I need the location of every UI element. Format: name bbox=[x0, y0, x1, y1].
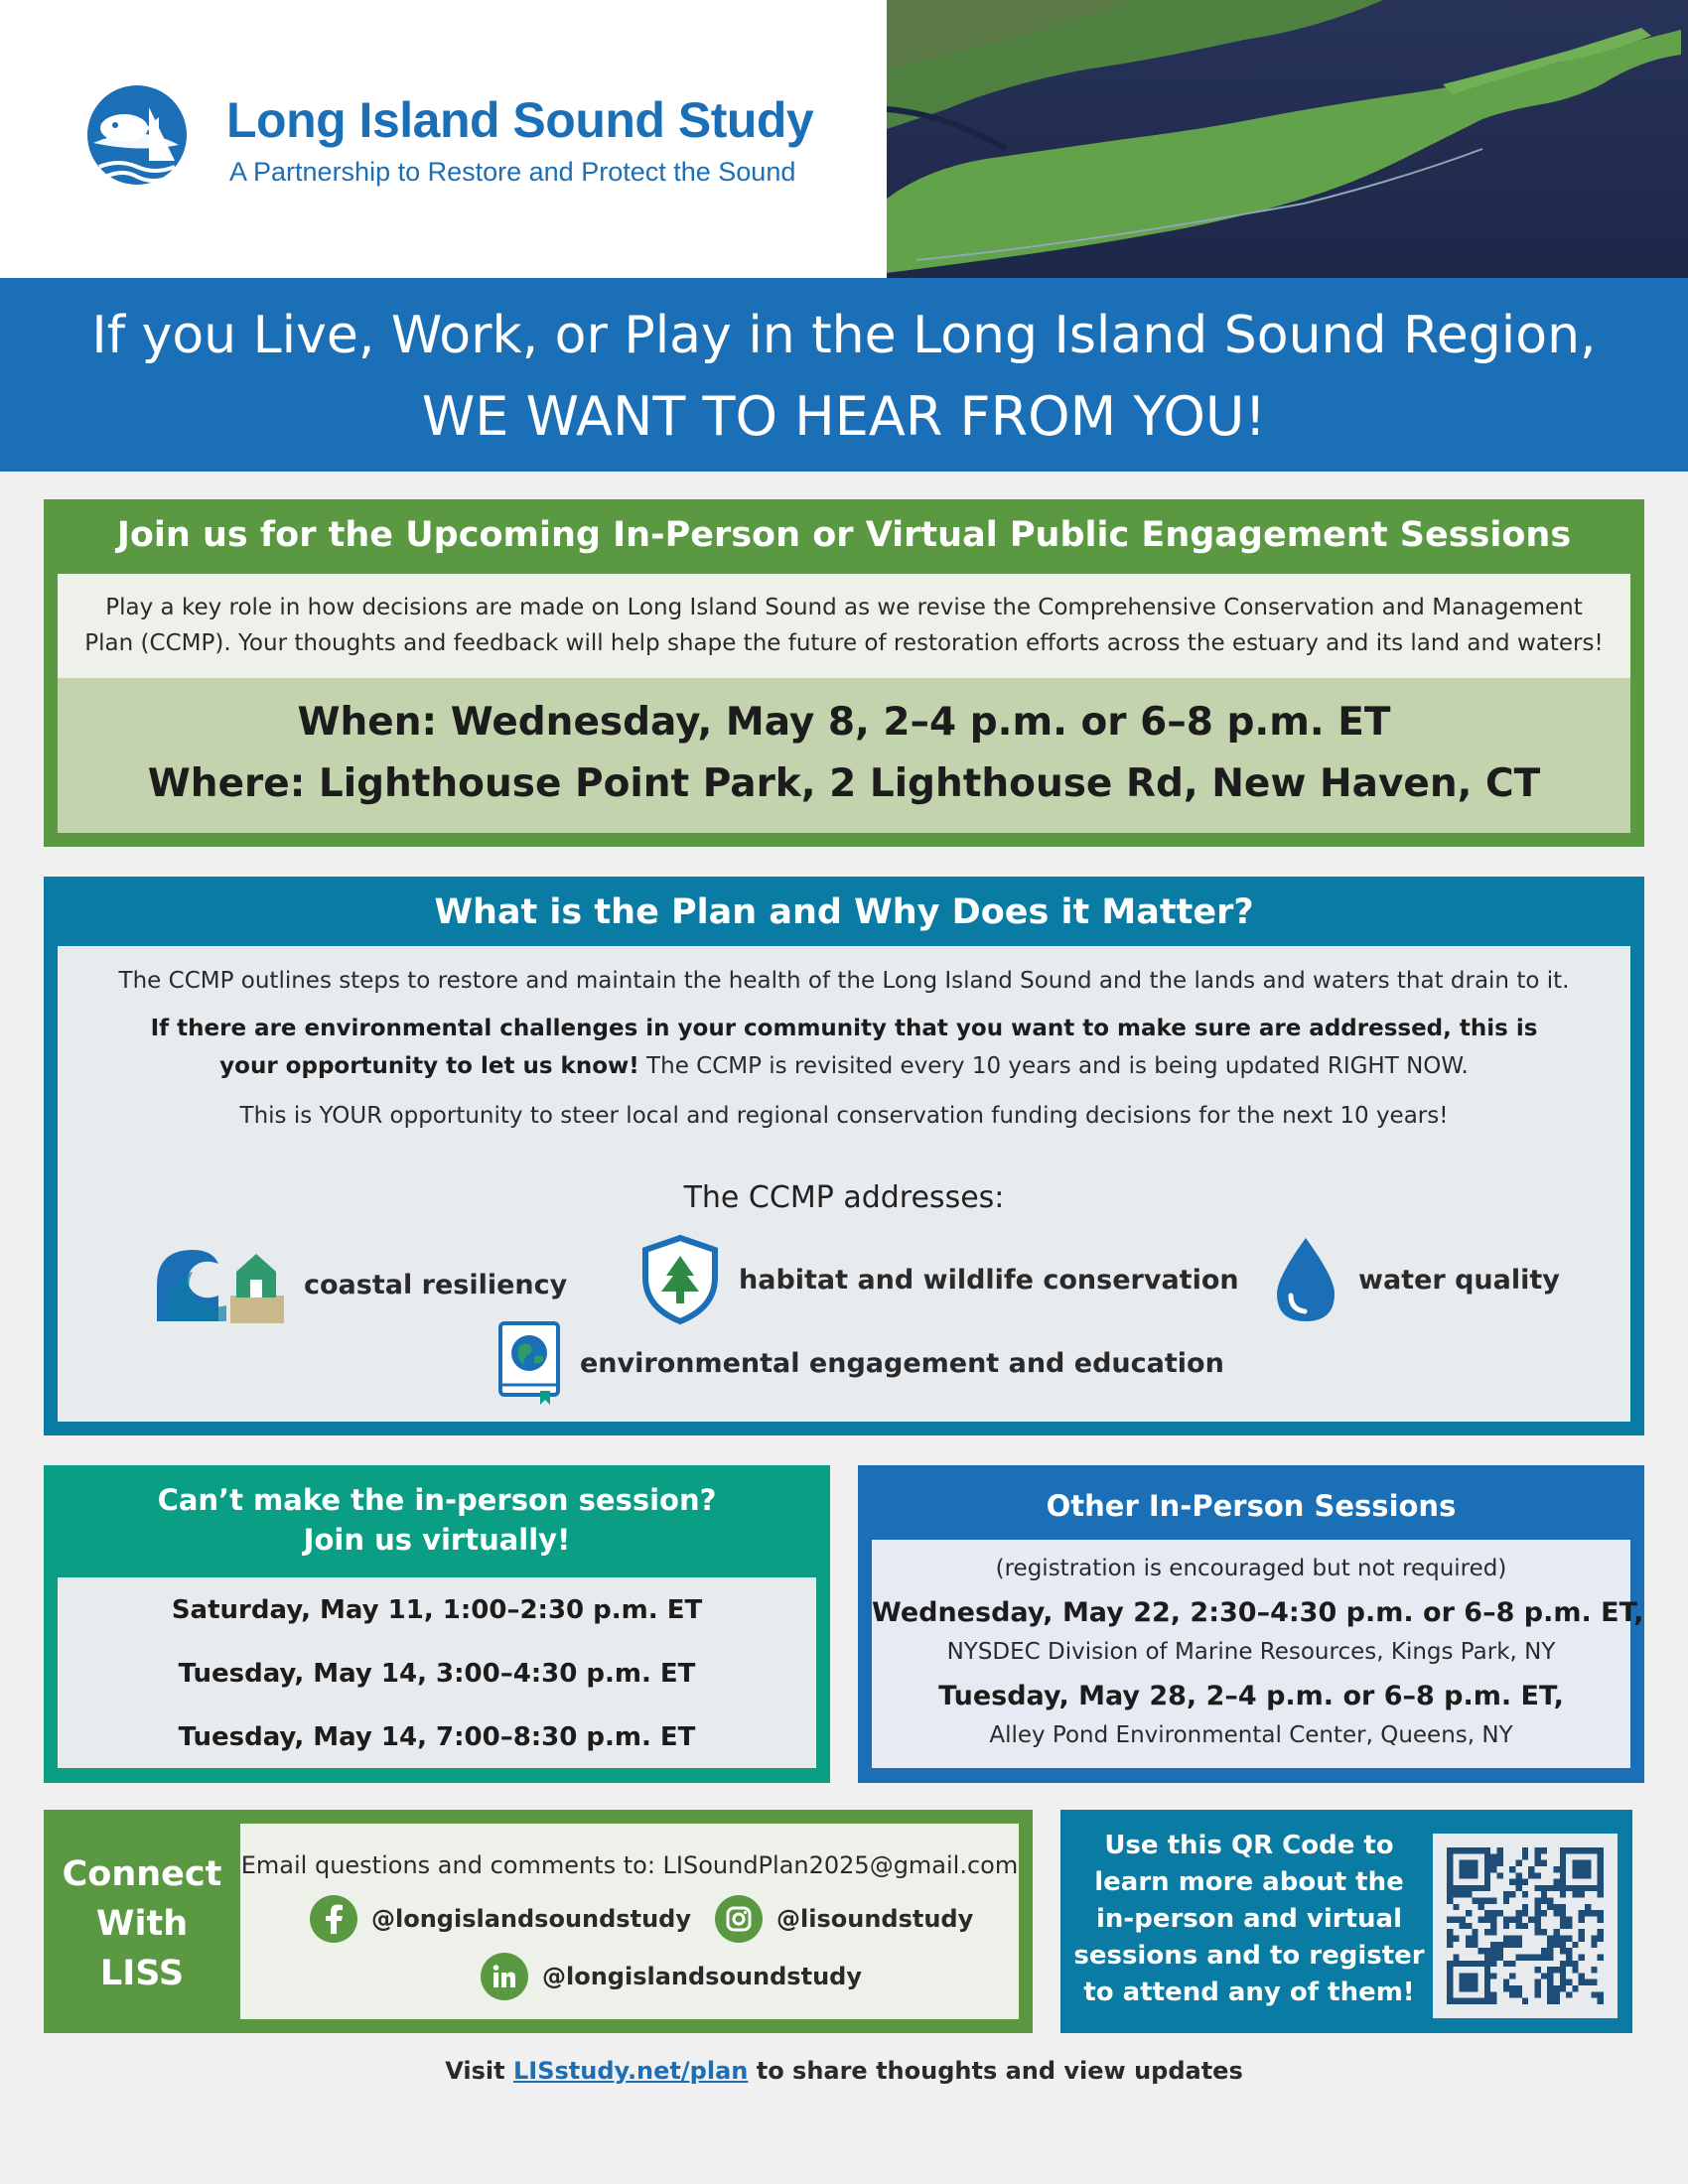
instagram-handle: @lisoundstudy bbox=[776, 1905, 974, 1933]
engagement-sessions-panel bbox=[44, 499, 1644, 847]
connect-panel bbox=[44, 1810, 1033, 2033]
feature-engagement-education bbox=[494, 1319, 1224, 1407]
qr-code-image bbox=[1447, 1847, 1604, 2004]
plan-callout-2: your opportunity to let us know! bbox=[219, 1053, 639, 1079]
engagement-intro-line-1: Play a key role in how decisions are made on Long Island Sound as we revise the Comprehensive Conservation and Management bbox=[105, 595, 1583, 620]
connect-line-2: With bbox=[95, 1904, 189, 1944]
where-text: Where: Lighthouse Point Park, 2 Lighthouse Rd, New Haven, CT bbox=[147, 761, 1541, 806]
virtual-sessions-panel bbox=[44, 1465, 830, 1783]
feature-habitat-wildlife bbox=[639, 1234, 1239, 1325]
qr-line-1: Use this QR Code to bbox=[1104, 1831, 1394, 1860]
globe-book-icon bbox=[494, 1319, 564, 1407]
linkedin-link[interactable] bbox=[481, 1953, 862, 2000]
plan-title: What is the Plan and Why Does it Matter? bbox=[434, 892, 1254, 932]
connect-line-3: LISS bbox=[99, 1954, 185, 1993]
footer-suffix: to share thoughts and view updates bbox=[748, 2057, 1243, 2085]
feature-water-quality bbox=[1273, 1234, 1560, 1325]
footer bbox=[0, 2057, 1688, 2085]
brand-subtitle: A Partnership to Restore and Protect the Sound bbox=[229, 157, 796, 187]
plan-content bbox=[58, 946, 1630, 1422]
qr-line-5: to attend any of them! bbox=[1083, 1978, 1415, 2007]
plan-paragraph-2-line-2 bbox=[58, 1053, 1630, 1079]
feature-label-engagement-education: environmental engagement and education bbox=[580, 1347, 1224, 1379]
session-1-place: NYSDEC Division of Marine Resources, Kings Park, NY bbox=[946, 1639, 1556, 1665]
plan-website-link[interactable]: LISstudy.net/plan bbox=[512, 2057, 749, 2085]
plan-panel bbox=[44, 877, 1644, 1435]
qr-code[interactable] bbox=[1433, 1834, 1618, 2018]
virtual-session-1: Saturday, May 11, 1:00–2:30 p.m. ET bbox=[171, 1595, 703, 1625]
wave-house-icon bbox=[153, 1242, 288, 1327]
plan-callout-1: If there are environmental challenges in your community that you want to make sure are addressed, this is bbox=[150, 1016, 1538, 1041]
virtual-title-line-1: Can’t make the in-person session? bbox=[157, 1483, 717, 1517]
feature-label-habitat-wildlife: habitat and wildlife conservation bbox=[739, 1264, 1239, 1296]
linkedin-icon bbox=[481, 1953, 528, 2000]
session-2-place: Alley Pond Environmental Center, Queens, NY bbox=[989, 1722, 1513, 1748]
banner-line-1: If you Live, Work, or Play in the Long Island Sound Region, bbox=[91, 306, 1597, 365]
other-sessions-title: Other In-Person Sessions bbox=[1046, 1489, 1457, 1523]
other-sessions-list bbox=[872, 1540, 1644, 1768]
engagement-intro-line-2: Plan (CCMP). Your thoughts and feedback will help shape the future of restoration efforts across the estuary and its land and waters! bbox=[84, 630, 1604, 656]
plan-paragraph-2-line-1 bbox=[58, 1016, 1630, 1041]
addresses-title: The CCMP addresses: bbox=[683, 1180, 1005, 1215]
feature-coastal-resiliency bbox=[153, 1242, 567, 1327]
engagement-title: Join us for the Upcoming In-Person or Virtual Public Engagement Sessions bbox=[116, 515, 1572, 555]
plan-paragraph-1: The CCMP outlines steps to restore and maintain the health of the Long Island Sound and the lands and waters that drain to it. bbox=[118, 968, 1570, 994]
when-where-block bbox=[58, 678, 1630, 833]
facebook-link[interactable] bbox=[310, 1895, 691, 1943]
linkedin-handle: @longislandsoundstudy bbox=[542, 1963, 862, 1990]
qr-instructions bbox=[1070, 1828, 1428, 2011]
instagram-link[interactable] bbox=[715, 1895, 973, 1943]
registration-note: (registration is encouraged but not required) bbox=[995, 1556, 1507, 1581]
instagram-icon bbox=[715, 1895, 763, 1943]
session-2-time: Tuesday, May 28, 2–4 p.m. or 6–8 p.m. ET, bbox=[938, 1681, 1564, 1711]
banner-line-2: WE WANT TO HEAR FROM YOU! bbox=[421, 385, 1267, 448]
hero-banner bbox=[0, 278, 1688, 472]
tree-shield-icon bbox=[639, 1234, 721, 1325]
header bbox=[0, 0, 1688, 278]
plan-paragraph-3: This is YOUR opportunity to steer local and regional conservation funding decisions for the next 10 years! bbox=[239, 1103, 1449, 1129]
qr-line-3: in-person and virtual bbox=[1096, 1904, 1402, 1934]
water-drop-icon bbox=[1273, 1234, 1338, 1325]
long-island-satellite-image bbox=[887, 0, 1688, 278]
connect-line-1: Connect bbox=[62, 1854, 222, 1894]
footer-prefix: Visit bbox=[445, 2057, 513, 2085]
virtual-session-3: Tuesday, May 14, 7:00–8:30 p.m. ET bbox=[178, 1722, 696, 1752]
liss-logo bbox=[79, 83, 199, 191]
virtual-session-2: Tuesday, May 14, 3:00–4:30 p.m. ET bbox=[178, 1659, 696, 1689]
feature-label-coastal-resiliency: coastal resiliency bbox=[304, 1269, 568, 1300]
connect-details bbox=[240, 1824, 1019, 2019]
engagement-intro bbox=[58, 574, 1630, 678]
plan-paragraph-2-rest: The CCMP is revisited every 10 years and is being updated RIGHT NOW. bbox=[638, 1053, 1469, 1079]
facebook-handle: @longislandsoundstudy bbox=[371, 1905, 691, 1933]
qr-panel bbox=[1060, 1810, 1632, 2033]
virtual-sessions-list bbox=[58, 1577, 816, 1768]
connect-heading bbox=[58, 1849, 226, 1998]
contact-email[interactable]: Email questions and comments to: LISoundPlan2025@gmail.com bbox=[240, 1851, 1019, 1879]
qr-line-2: learn more about the bbox=[1094, 1867, 1404, 1897]
facebook-icon bbox=[310, 1895, 357, 1943]
brand-title: Long Island Sound Study bbox=[226, 92, 814, 148]
qr-line-4: sessions and to register bbox=[1073, 1941, 1425, 1971]
feature-label-water-quality: water quality bbox=[1358, 1264, 1560, 1296]
virtual-title-line-2: Join us virtually! bbox=[303, 1523, 571, 1557]
when-text: When: Wednesday, May 8, 2–4 p.m. or 6–8 p.m. ET bbox=[297, 700, 1391, 745]
other-sessions-panel bbox=[858, 1465, 1644, 1783]
session-1-time: Wednesday, May 22, 2:30–4:30 p.m. or 6–8 p.m. ET, bbox=[872, 1597, 1644, 1628]
